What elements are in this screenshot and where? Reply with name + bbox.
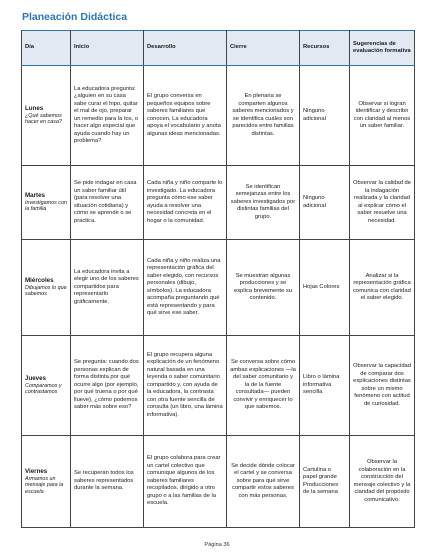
inicio-cell: Se pide indagar en casa un saber familiar útil (para resolver una situación cotidiana) y cómo se aprende o se practica. — [71, 166, 144, 240]
header-cierre: Cierre — [227, 31, 300, 66]
day-name: Viernes — [25, 468, 48, 475]
day-cell — [22, 436, 71, 528]
inicio-cell: Se pregunta: cuando dos personas explican de forma distinta por qué ocurre algo (por ejemplo, por qué truena o por qué llueve), ¿cómo podemos saber más sobre eso? — [71, 336, 144, 436]
header-inicio: Inicio — [71, 31, 144, 66]
table-header-row — [22, 31, 415, 66]
day-name: Jueves — [25, 375, 46, 383]
desarrollo-cell: El grupo conversa en pequeños equipos sobre saberes familiares que conocen. La educadora apoya el vocabulario y anota algunas ideas mencionadas. — [144, 66, 227, 166]
planning-table — [21, 30, 415, 528]
day-cell — [22, 66, 71, 166]
header-desarrollo: Desarrollo — [144, 31, 227, 66]
cierre-cell: En plenaria se comparten algunos saberes mencionados y se identifica cuáles son parecidos entre familias distintas. — [227, 66, 300, 166]
recursos-cell: Ninguno adicional — [300, 166, 350, 240]
header-evaluacion: Sugerencias de evaluación formativa — [350, 31, 415, 66]
desarrollo-cell: Cada niña y niño realiza una representación gráfica del saber elegido, con recursos personales (dibujo, símbolos). La educadora acompaña preguntando qué está representando y para qué sirve ese saber. — [144, 240, 227, 336]
page-title: Planeación Didáctica — [22, 11, 128, 23]
desarrollo-cell: Cada niña y niño comparte lo investigado. La educadora pregunta cómo ese saber ayuda a resolver una necesidad concreta en el hogar o la comunidad. — [144, 166, 227, 240]
inicio-cell: Se recuperan todos los saberes representados durante la semana. — [71, 436, 144, 528]
evaluacion-cell: Observar la capacidad de comparar dos explicaciones distintas sobre un mismo fenómeno con actitud de curiosidad. — [350, 336, 415, 436]
day-name: Martes — [25, 192, 45, 200]
evaluacion-cell: Observar la calidad de la indagación realizada y la claridad al explicar cómo el saber resuelve una necesidad. — [350, 166, 415, 240]
day-cell — [22, 336, 71, 436]
inicio-cell: La educadora invita a elegir uno de los saberes compartidos para representarlo gráficamente. — [71, 240, 144, 336]
evaluacion-cell: Observar si logran identificar y describir con claridad al menos un saber familiar. — [350, 66, 415, 166]
header-day: Día — [22, 31, 71, 66]
table-row — [22, 166, 415, 240]
table-row — [22, 240, 415, 336]
desarrollo-cell: El grupo recupera alguna explicación de un fenómeno natural basada en una leyenda o saber comunitario compartido y, con ayuda de la educadora, la contrasta con otra fuente sencilla de consulta (un libro, una lámina informativa). — [144, 336, 227, 436]
page-number: Página 36 — [204, 542, 230, 548]
day-subtitle: Comparamos y contrastamos — [25, 382, 62, 396]
day-name: Lunes — [25, 105, 44, 113]
inicio-cell: La educadora pregunta: ¿alguien en su casa sabe curar el hipo, quitar el mal de ojo, preparar un remedio para la tos, o hacer algo especial que ayuda cuando hay un problema? — [71, 66, 144, 166]
recursos-cell: Ninguno adicional — [300, 66, 350, 166]
day-subtitle: Investigamos con la familia — [25, 199, 67, 213]
cierre-cell: Se muestran algunas producciones y se explica brevemente su contenido. — [227, 240, 300, 336]
recursos-cell: Libro o lámina informativa sencilla — [300, 336, 350, 436]
day-subtitle: Dibujamos lo que sabemos — [25, 284, 67, 298]
header-recursos: Recursos — [300, 31, 350, 66]
table-row — [22, 336, 415, 436]
evaluacion-cell: Analizar si la representación gráfica comunica con claridad el saber elegido. — [350, 240, 415, 336]
day-subtitle: ¿Qué sabemos hacer en casa? — [25, 112, 62, 126]
day-subtitle: Armamos un mensaje para la escuela — [25, 475, 64, 495]
cierre-cell: Se conversa sobre cómo ambas explicaciones —la del saber comunitario y la de la fuente consultada— pueden convivir y enriquecer lo que sabemos. — [227, 336, 300, 436]
cierre-cell: Se identifican semejanzas entre los saberes investigados por distintas familias del grupo. — [227, 166, 300, 240]
table-row — [22, 66, 415, 166]
day-cell — [22, 166, 71, 240]
day-name: Miércoles — [25, 277, 54, 285]
desarrollo-cell: El grupo colabora para crear un cartel colectivo que comunique algunos de los saberes familiares recopilados, dirigido a otro grupo o a las familias de la escuela. — [144, 436, 227, 528]
recursos-cell: Cartulina o papel grande Producciones de la semana — [300, 436, 350, 528]
table-row — [22, 436, 415, 528]
evaluacion-cell: Observar la colaboración en la construcción del mensaje colectivo y la claridad del propósito comunicativo. — [350, 436, 415, 528]
recursos-cell: Hojas Colores — [300, 240, 350, 336]
cierre-cell: Se decide dónde colocar el cartel y se conversa sobre para qué sirve compartir estos saberes con más personas. — [227, 436, 300, 528]
day-cell — [22, 240, 71, 336]
